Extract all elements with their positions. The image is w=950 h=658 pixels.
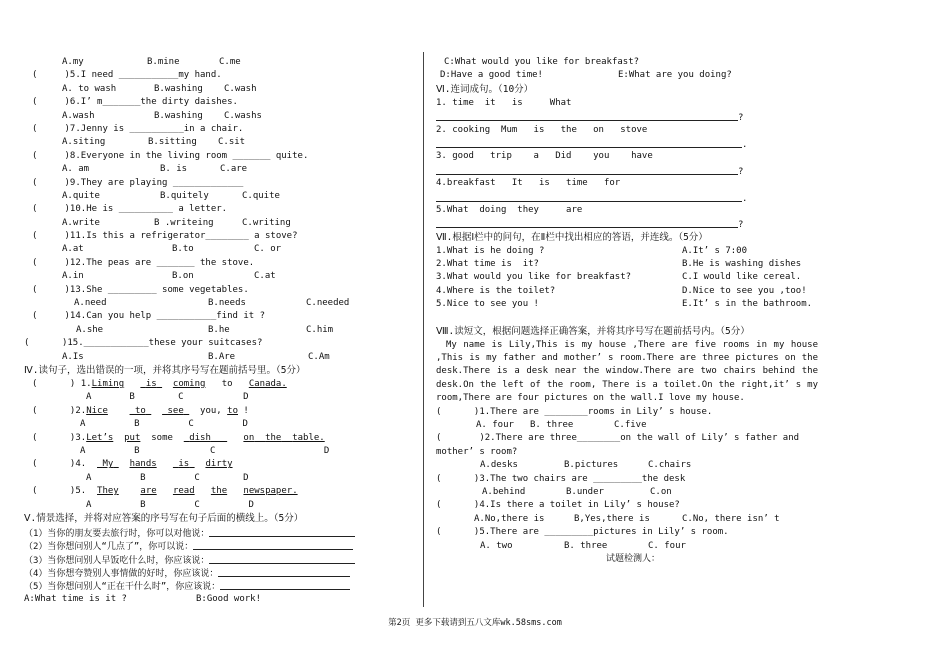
error-sentence-1: ( ) 1.Liming is coming to Canada. — [32, 378, 287, 389]
page-footer: 第2页 更多下载请到五八文库wk.58sms.com — [388, 618, 562, 628]
reading-q4-options: A.No,there is B,Yes,there is C.No, there isn’ t — [474, 513, 780, 524]
question-11: ( )11.Is this a refrigerator________ a stove? — [32, 231, 298, 242]
error-5-letters: A B C D — [86, 499, 254, 510]
error-3-letters: A B C D — [80, 445, 330, 456]
q5-options: A. to wash B.washing C.wash — [62, 83, 257, 94]
s5-options-ab: A:What time is it ? B:Good work! — [24, 593, 262, 604]
q14-options: A.she B.he C.him — [76, 324, 334, 335]
question-13: ( )13.She _________ some vegetables. — [32, 284, 249, 295]
error-sentence-4: ( )4. My hands is dirty — [32, 459, 233, 470]
q11-options: A.at B.to C. or — [62, 244, 282, 255]
error-sentence-3: ( )3.Let’s put some dish on the table. — [32, 432, 325, 443]
reading-q3-options: A.behind B.under C.on — [482, 487, 672, 498]
reading-q2-options: A.desks B.pictures C.chairs — [480, 460, 692, 471]
s6-item-5-words: 5.What doing they are — [436, 204, 583, 215]
test-checker-label: 试题检测人： — [606, 553, 661, 564]
s7-pair-1: 1.What is he doing ? A.It’ s 7:00 — [436, 245, 748, 256]
section-4-title: Ⅳ.读句子，选出错误的一项，并将其序号写在题前括号里。（5分） — [24, 364, 306, 376]
s7-pair-5: 5.Nice to see you ! E.It’ s in the bathroom. — [436, 299, 813, 310]
reading-q1: ( )1.There are ________rooms in Lily’ s house. — [436, 406, 713, 417]
q7-options: A.siting B.sitting C.sit — [62, 137, 246, 148]
q12-options: A.in B.on C.at — [62, 271, 276, 282]
question-5: ( )5.I need ___________my hand. — [32, 70, 222, 81]
q4-options — [32, 56, 412, 69]
reading-q2-cont: mother’ s room? — [436, 446, 518, 457]
reading-passage: My name is Lily,This is my house ,There are five rooms in my house ,This is my father and mother’ s room.There are three pictures on the desk.There is a desk near the window.There are two chairs behind the desk.On the left of the room, There is a toilet.On the right,it’ s my room,There are four pictures on the wall.I love my house. — [436, 339, 818, 404]
s5-item-1: （1）当你的朋友要去旅行时，你可以对他说： — [24, 526, 412, 539]
q4-option-c: C.me — [219, 57, 241, 67]
q10-options: A.write B .writeing C.writing — [62, 217, 291, 228]
error-sentence-2: ( )2.Nice to see you, to ! — [32, 405, 249, 416]
s7-pair-4: 4.Where is the toilet? D.Nice to see you ,too! — [436, 285, 807, 296]
q4-option-a: A.my — [62, 57, 84, 67]
s6-item-4-line: . — [436, 191, 818, 204]
reading-q1-options: A. four B. three C.five — [476, 420, 647, 431]
question-14: ( )14.Can you help ___________find it ? — [32, 311, 266, 322]
question-15: ( )15.____________these your suitcases? — [24, 338, 263, 349]
s6-item-1-words: 1. time it is What — [436, 97, 572, 108]
s5-option-c: C:What would you like for breakfast? — [444, 57, 640, 67]
q4-option-b: B.mine — [147, 57, 180, 67]
reading-q3: ( )3.The two chairs are _________the desk — [436, 473, 686, 484]
question-12: ( )12.The peas are _______ the stove. — [32, 257, 255, 268]
s5-options-de: D:Have a good time! E:What are you doing? — [440, 70, 732, 81]
q9-options: A.quite B.quitely C.quite — [62, 190, 280, 201]
reading-q5-options: A. two B. three C. four — [480, 540, 686, 551]
question-8: ( )8.Everyone in the living room _______ quite. — [32, 150, 309, 161]
right-column — [436, 56, 818, 566]
section-7-title: Ⅶ.根据Ⅰ栏中的问句，在Ⅱ栏中找出相应的答语，并连线。（5分） — [436, 231, 708, 243]
error-sentence-5: ( )5. They are read the newspaper. — [32, 486, 298, 497]
left-column — [24, 56, 412, 606]
question-7: ( )7.Jenny is __________in a chair. — [32, 123, 244, 134]
section-8-title: Ⅷ.读短文，根据问题选择正确答案，并将其序号写在题前括号内。（5分） — [436, 325, 750, 337]
question-10: ( )10.He is __________ a letter. — [32, 204, 228, 215]
question-6: ( )6.I’ m_______the dirty daishes. — [32, 97, 238, 108]
s7-pair-3: 3.What would you like for breakfast? C.I would like cereal. — [436, 272, 802, 283]
section-6-title: Ⅵ.连词成句。（10分） — [436, 83, 534, 95]
reading-q5: ( )5.There are _________pictures in Lily’ s room. — [436, 527, 729, 538]
section-5-title: Ⅴ.情景选择，并将对应答案的序号写在句子后面的横线上。（5分） — [24, 512, 304, 524]
error-1-letters: A B C D — [86, 392, 249, 403]
s6-item-4-words: 4.breakfast It is time for — [436, 178, 621, 189]
s6-item-3-line: ? — [436, 164, 818, 177]
s5-item-3: （3）当你想问别人早饭吃什么时，你应该说： — [24, 553, 412, 566]
s6-item-3-words: 3. good trip a Did you have — [436, 151, 653, 162]
s5-item-4: （4）当你想夸赞别人事情做的好时，你应该说： — [24, 566, 412, 579]
q13-options: A.need B.needs C.needed — [74, 298, 350, 309]
q15-options: A.Is B.Are C.Am — [62, 351, 330, 362]
error-2-letters: A B C D — [80, 419, 248, 430]
q8-options: A. am B. is C.are — [62, 164, 248, 175]
question-9: ( )9.They are playing _____________ — [32, 177, 244, 188]
column-divider — [423, 52, 424, 607]
reading-q4: ( )4.Is there a toilet in Lily’ s house? — [436, 500, 680, 511]
s6-item-5-line: ? — [436, 217, 818, 230]
reading-q2: ( )2.There are three________on the wall of Lily’ s father and — [436, 433, 800, 444]
s5-item-2: （2）当你想问别人“几点了”，你可以说： — [24, 539, 412, 552]
s6-item-2-words: 2. cooking Mum is the on stove — [436, 124, 648, 135]
error-4-letters: A B C D — [86, 472, 249, 483]
s5-item-5: （5）当你想问别人“正在干什么时”，你应该说： — [24, 579, 412, 592]
s6-item-1-line: ? — [436, 110, 818, 123]
q6-options: A.wash B.washing C.washs — [62, 110, 262, 121]
s7-pair-2: 2.What time is it? B.He is washing dishes — [436, 259, 802, 270]
s6-item-2-line: . — [436, 137, 818, 150]
